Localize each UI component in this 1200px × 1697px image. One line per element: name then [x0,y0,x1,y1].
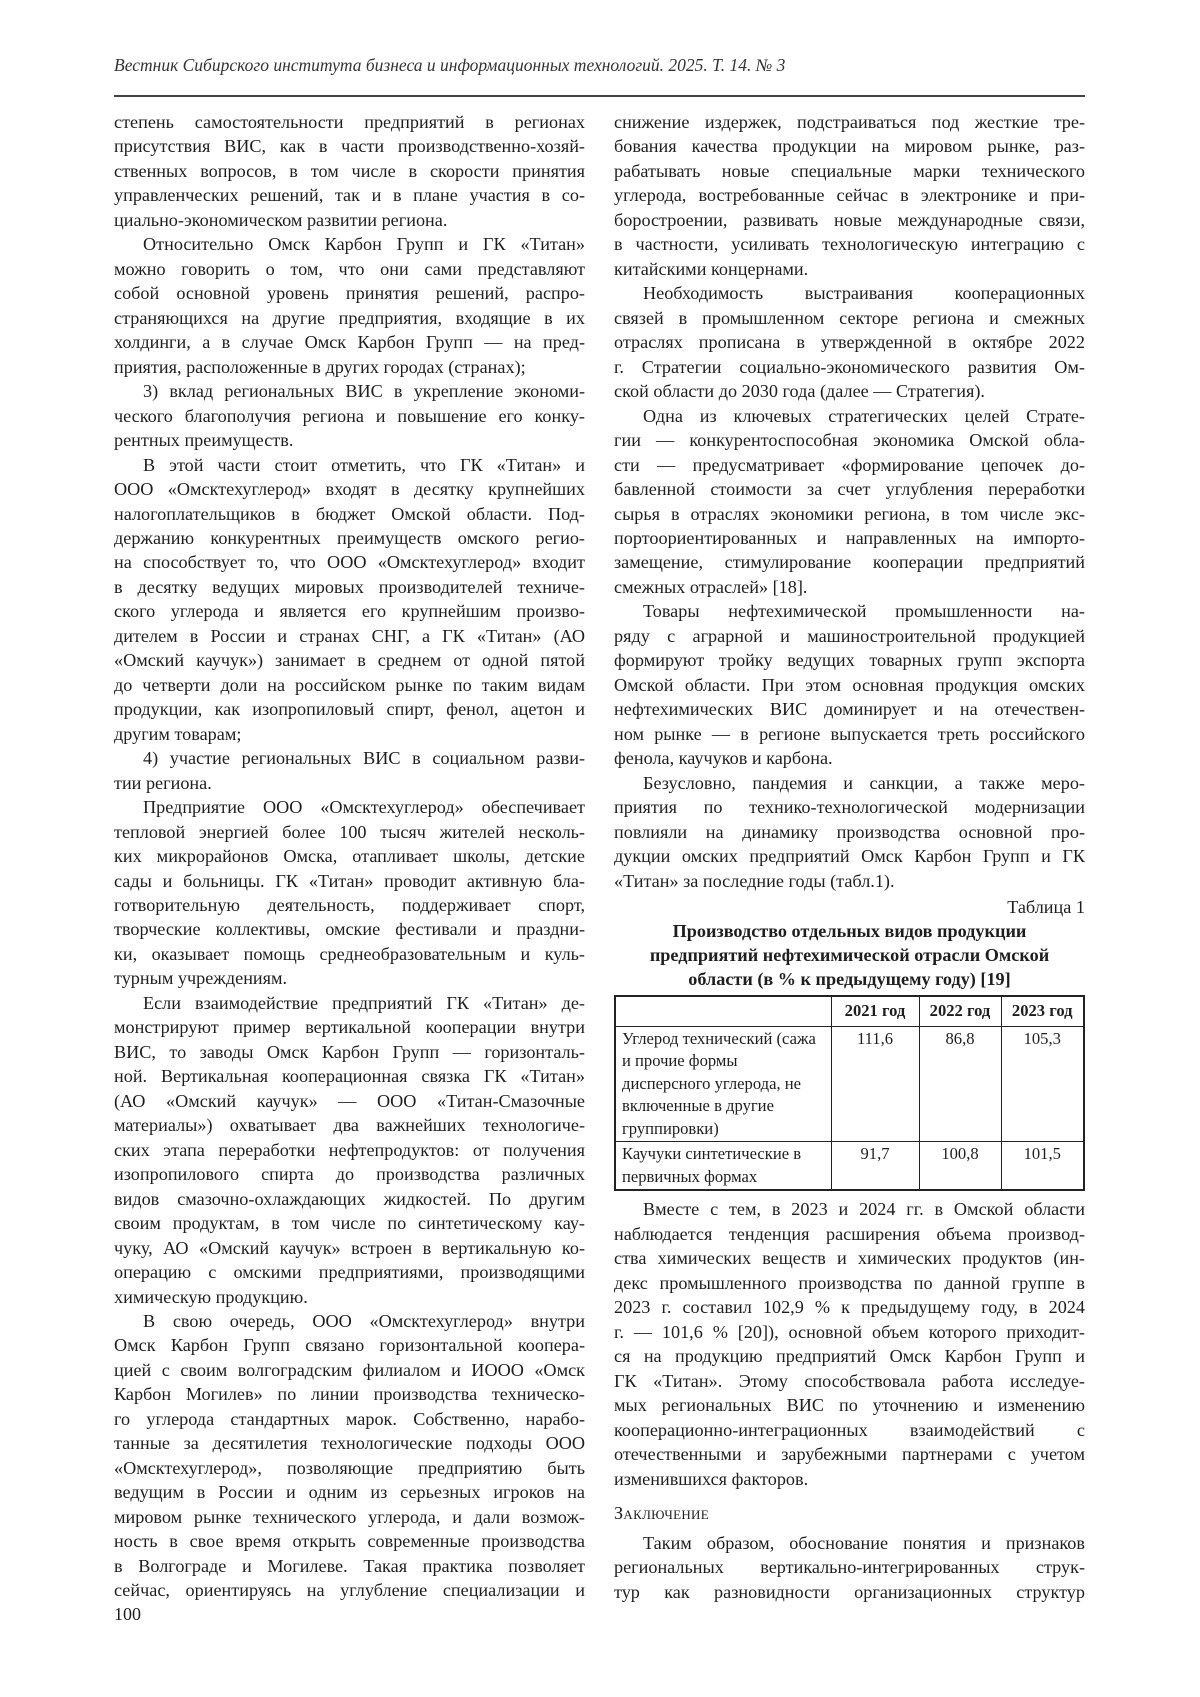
text-line: Вместе с тем, в 2023 и 2024 гг. в Омской области [643,1199,1085,1220]
text-line: Относительно Омск Карбон Групп и ГК «Титан» [143,234,585,255]
text-line: до четверти доли на российском рынке по таким видам [114,674,585,695]
table-header-empty [615,996,831,1026]
paragraph [614,281,1085,403]
text-line: сырья в отраслях экономики региона, в том числе экс- [614,503,1085,524]
text-line: «Омсктехуглерод», позволяющие предприятию быть [114,1457,585,1478]
text-line: тепловой энергией более 100 тысяч жителей несколь- [114,821,585,842]
text-line: тур как разновидности организационных структур [614,1581,1085,1602]
production-table [614,995,1085,1191]
cell-value: 86,8 [919,1026,1001,1142]
text-line: тии региона. [114,772,212,793]
text-line: отечественными и зарубежными партнерами с учетом [614,1444,1085,1465]
paragraph [614,110,1085,281]
text-line: сейчас, ориентируясь на углубление специализации и [114,1580,585,1601]
text-line: ведущим в России и одним из серьезных игроков на [114,1482,585,1503]
section-heading: Заключение [614,1503,709,1524]
table-caption: Таблица 1 [1007,897,1085,917]
text-line: ся на продукцию предприятий Омск Карбон Групп и [614,1346,1085,1367]
text-line: Товары нефтехимической промышленности на- [643,601,1085,622]
text-line: Одна из ключевых стратегических целей Страте- [643,405,1085,426]
text-line: «Титан» за последние годы (табл.1). [614,870,895,891]
text-line: присутствия ВИС, как в части производственно-хозяй- [114,136,585,157]
text-line: в десятку ведущих мировых производителей техниче- [114,576,585,597]
text-line: налогоплательщиков в бюджет Омской области. Под- [114,503,585,524]
text-line: г. Стратегии социально-экономического развития Ом- [614,356,1085,377]
text-line: ной. Вертикальная кооперационная связка ГК «Титан» [114,1066,585,1087]
text-line: сады и больницы. ГК «Титан» проводит активную бла- [114,870,585,891]
text-line: В свою очередь, ООО «Омсктехуглерод» внутри [143,1310,585,1331]
text-line: ского углерода и является его крупнейшим произво- [114,601,585,622]
text-line: В этой части стоит отметить, что ГК «Титан» и [143,454,585,475]
text-line: ряду с аграрной и машиностроительной продукцией [614,625,1085,646]
text-line: циально-экономическом развитии региона. [114,209,448,230]
page-number: 100 [114,1604,141,1624]
text-line: связей в промышленном секторе региона и смежных [614,307,1085,328]
text-line: формируют тройку ведущих товарных групп экспорта [614,650,1085,671]
text-line: материалы») охватывает два важнейших технологиче- [114,1115,585,1136]
text-line: Предприятие ООО «Омсктехуглерод» обеспечивает [143,797,585,818]
paragraph [614,1531,1085,1604]
text-line: Карбон Могилев» по линии производства техническо- [114,1384,585,1405]
left-body-text [114,110,585,1603]
text-line: видов смазочно-охлаждающих жидкостей. По другим [114,1188,585,1209]
text-line: операцию с омскими предприятиями, производящими [114,1262,585,1283]
text-line: портоориентированных и направленных на импорто- [614,527,1085,548]
text-line: химическую продукцию. [114,1286,308,1307]
paragraph [114,991,585,1309]
running-title: Вестник Сибирского института бизнеса и информационных технологий. 2025. Т. 14. № 3 [114,55,786,75]
text-line: турным учреждениям. [114,968,288,989]
text-line: чуку, АО «Омский каучук» встроен в вертикальную ко- [114,1237,585,1258]
text-line: можно говорить о том, что они сами представляют [114,258,585,279]
cell-value: 111,6 [831,1026,919,1142]
paragraph [614,1197,1085,1491]
text-line: Если взаимодействие предприятий ГК «Титан» де- [143,992,585,1013]
text-line: степень самостоятельности предприятий в регионах [114,112,585,132]
text-line: замещение, стимулирование кооперации предприятий [614,552,1085,573]
text-line: ческого благополучия региона и повышение его конку- [114,405,585,426]
left-column [114,110,585,1603]
text-line: в частности, усиливать технологическую интеграцию с [614,234,1085,255]
text-line: снижение издержек, подстраиваться под жесткие тре- [614,112,1085,132]
text-line: ства химических веществ и химических продуктов (ин- [614,1248,1085,1269]
text-line: другим товарам; [114,723,242,744]
text-line: управленческих решений, так и в плане участия в со- [114,185,585,206]
text-line: углерода, востребованные сейчас в электронике и при- [614,185,1085,206]
text-line: наблюдается тенденция расширения объема производ- [614,1223,1085,1244]
cell-value: 91,7 [831,1142,919,1191]
after-table-text [614,1197,1085,1491]
text-line: собой основной уровень принятия решений, распро- [114,283,585,304]
cell-value: 101,5 [1001,1142,1084,1191]
text-line: (АО «Омский каучук» — ООО «Титан-Смазочные [114,1090,585,1111]
text-line: продукции, как изопропиловый спирт, фенол, ацетон и [114,699,585,720]
text-line: ки, оказывает помощь среднеобразовательным и куль- [114,943,585,964]
text-line: Необходимость выстраивания кооперационных [643,283,1085,304]
text-line: гии — конкурентоспособная экономика Омской обла- [614,430,1085,451]
text-line: приятия по технико-технологической модернизации [614,797,1085,818]
text-line: изопропилового спирта до производства различных [114,1164,585,1185]
text-line: повлияли на динамику производства основной про- [614,821,1085,842]
text-line: отраслях прописана в утвержденной в октябре 2022 [614,332,1085,353]
conclusion-text [614,1531,1085,1604]
text-line: боростроении, развивать новые международные связи, [614,209,1085,230]
text-line: изменившихся факторов. [614,1468,809,1489]
text-line: монстрируют пример вертикальной кооперации внутри [114,1017,585,1038]
text-line: смежных отраслей» [18]. [614,576,808,597]
paragraph [114,746,585,795]
text-line: Омской области. При этом основная продукция омских [614,674,1085,695]
text-line: творческие коллективы, омские фестивали и праздни- [114,919,585,940]
table-title [614,919,1085,991]
text-line: приятия, расположенные в других городах (странах); [114,356,526,377]
text-line: дителем в России и странах СНГ, а ГК «Титан» (АО [114,625,585,646]
paragraph [114,379,585,452]
table-header-row [615,996,1084,1026]
table-row [615,1142,1084,1191]
text-line: бавленной стоимости за счет углубления переработки [614,479,1085,500]
text-line: региональных вертикально-интегрированных струк- [614,1557,1085,1578]
table-title-line: Производство отдельных видов продукции [672,921,1027,942]
text-line: сти — предусматривает «формирование цепочек до- [614,454,1085,475]
text-line: Безусловно, пандемия и санкции, а также меро- [643,772,1085,793]
text-line: ких микрорайонов Омска, отапливает школы, детские [114,846,585,867]
text-line: 3) вклад региональных ВИС в укрепление экономи- [143,381,585,402]
text-line: китайскими концернами. [614,258,809,279]
row-label: Каучуки синтетические в первичных формах [615,1142,831,1191]
text-line: бования качества продукции на мировом рынке, раз- [614,136,1085,157]
text-line: танные за десятилетия технологические подходы ООО [114,1433,585,1454]
text-line: фенола, каучуков и карбона. [614,748,833,769]
table-title-line: предприятий нефтехимической отрасли Омской [649,945,1050,966]
text-line: на способствует то, что ООО «Омсктехуглерод» входит [114,552,585,573]
text-line: мировом рынке технического углерода, и дали возмож- [114,1506,585,1527]
text-line: кооперационно-интеграционных взаимодействий с [614,1419,1085,1440]
text-line: рабатывать новые специальные марки технического [614,160,1085,181]
paragraph [614,771,1085,893]
text-line: Омск Карбон Групп связано горизонтальной коопера- [114,1335,585,1356]
table-header-2022: 2022 год [919,996,1001,1026]
text-line: ООО «Омсктехуглерод» входят в десятку крупнейших [114,479,585,500]
cell-value: 100,8 [919,1142,1001,1191]
text-line: 4) участие региональных ВИС в социальном разви- [143,748,585,769]
paragraph [614,404,1085,600]
text-line: страняющихся на другие предприятия, входящие в их [114,307,585,328]
text-line: декс промышленного производства по данной группе в [614,1272,1085,1293]
text-line: готворительную деятельность, поддерживает спорт, [114,895,585,915]
text-line: ГК «Титан». Этому способствовала работа исследуе- [614,1370,1085,1391]
right-body-text [614,110,1085,893]
text-line: «Омский каучук») занимает в среднем от одной пятой [114,650,585,671]
text-line: ственных вопросов, в том числе в скорости принятия [114,160,585,181]
right-column [614,110,1085,1604]
text-line: 2023 г. составил 102,9 % к предыдущему году, в 2024 [614,1297,1085,1318]
text-line: нефтехимических ВИС доминирует и на отечествен- [614,699,1085,720]
text-line: холдинги, а в случае Омск Карбон Групп — на пред- [114,332,585,353]
text-line: своим продуктам, в том числе по синтетическому кау- [114,1213,585,1234]
text-line: дукции омских предприятий Омск Карбон Групп и ГК [614,846,1085,867]
paragraph [614,599,1085,770]
text-line: Таким образом, обоснование понятия и признаков [643,1532,1085,1553]
header-rule [114,95,1085,97]
text-line: ном рынке — в регионе выпускается треть российского [614,723,1085,744]
text-line: держанию конкурентных преимуществ омского регио- [114,527,585,548]
text-line: го углерода стандартных марок. Собственно, нарабо- [114,1408,585,1429]
paragraph [114,1309,585,1603]
text-line: ВИС, то заводы Омск Карбон Групп — горизонталь- [114,1041,585,1062]
paragraph [114,453,585,747]
text-line: рентных преимуществ. [114,430,294,451]
table-title-line: области (в % к предыдущему году) [19] [688,969,1011,990]
cell-value: 105,3 [1001,1026,1084,1142]
table-header-2021: 2021 год [831,996,919,1026]
text-line: в Волгограде и Могилеве. Такая практика позволяет [114,1555,585,1576]
text-line: ской области до 2030 года (далее — Стратегия). [614,381,985,402]
text-line: мых региональных ВИС по уточнению и изменению [614,1395,1085,1416]
text-line: г. — 101,6 % [20]), основной объем которого приходит- [614,1321,1085,1342]
text-line: ность в свое время открыть современные производства [114,1531,585,1552]
text-line: ских этапа переработки нефтепродуктов: от получения [114,1139,585,1160]
paragraph [114,110,585,232]
row-label: Углерод технический (сажа и прочие формы дисперсного углерода, не включенные в другие группировки) [615,1026,831,1142]
table-row [615,1026,1084,1142]
text-line: цией с своим волгоградским филиалом и ИООО «Омск [114,1359,585,1380]
table-header-2023: 2023 год [1001,996,1084,1026]
paragraph [114,795,585,991]
paragraph [114,232,585,379]
